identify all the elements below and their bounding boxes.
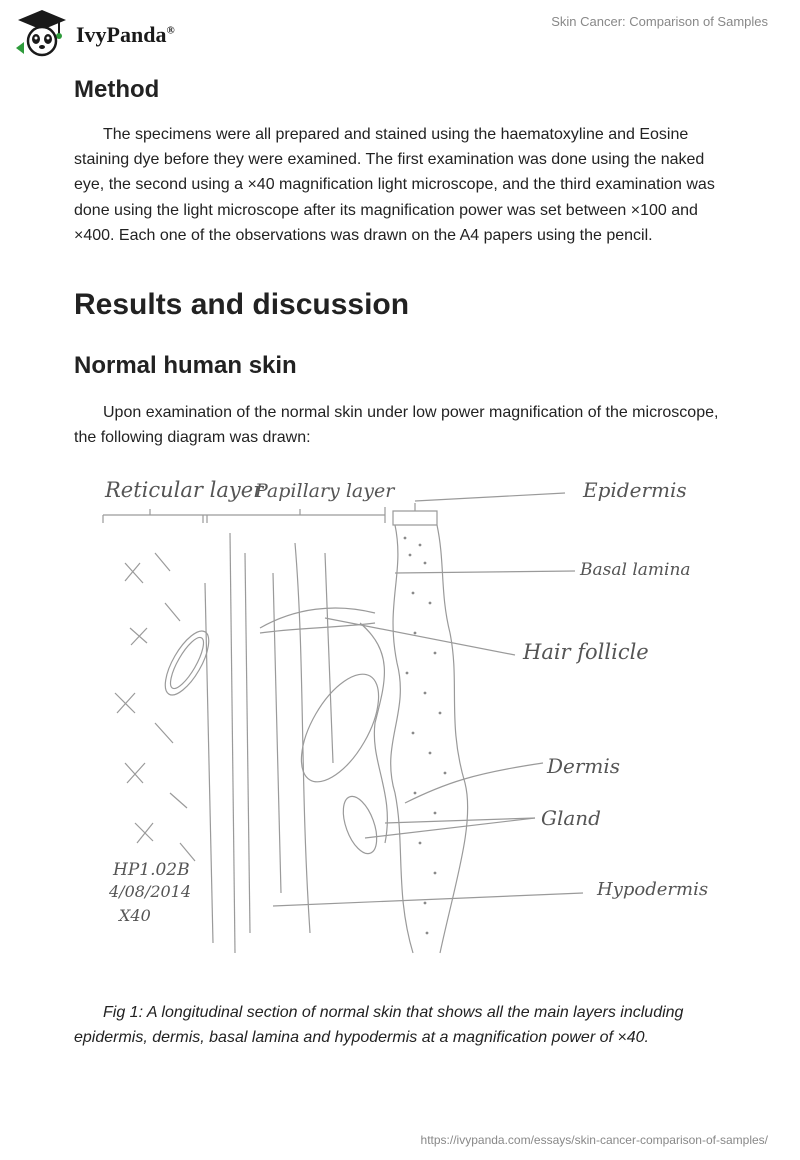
ivypanda-logo[interactable] xyxy=(14,8,184,58)
normal-skin-heading: Normal human skin xyxy=(74,352,297,379)
note-date: 4/08/2014 xyxy=(109,882,192,901)
label-reticular-layer: Reticular layer xyxy=(105,478,264,502)
stipple-dots xyxy=(404,537,447,935)
label-dermis: Dermis xyxy=(547,754,621,778)
page-header xyxy=(0,0,800,70)
method-heading: Method xyxy=(74,76,160,103)
article-body xyxy=(74,72,724,447)
source-url-link[interactable]: https://ivypanda.com/essays/skin-cancer-comparison-of-samples/ xyxy=(420,1133,768,1147)
label-gland: Gland xyxy=(541,806,601,830)
label-papillary-layer: Papillary layer xyxy=(255,480,395,502)
results-heading: Results and discussion xyxy=(74,288,410,321)
label-basal-lamina: Basal lamina xyxy=(580,560,691,580)
skin-section-drawing xyxy=(95,463,709,963)
note-magnification: X40 xyxy=(119,906,151,925)
method-paragraph: The specimens were all prepared and stained using the haematoxyline and Eosine staining dye before they were examined. The first examination was done using the naked eye, the second using a ×40 magnification light microscope, and the third examination was done using the light microscope after its magnification power was set between ×100 and ×400. Each one of the observations was drawn on the A4 papers using the pencil. xyxy=(74,126,715,244)
panda-graduate-icon xyxy=(14,8,70,58)
label-epidermis: Epidermis xyxy=(583,478,687,502)
document-title: Skin Cancer: Comparison of Samples xyxy=(551,14,768,29)
logo-text: IvyPanda® xyxy=(76,22,175,47)
note-sample-id: HP1.02B xyxy=(113,860,190,880)
normal-skin-paragraph: Upon examination of the normal skin under low power magnification of the microscope, the following diagram was drawn: xyxy=(74,404,719,447)
figure-caption: Fig 1: A longitudinal section of normal skin that shows all the main layers including epidermis, dermis, basal lamina and hypodermis at a magnification power of ×40. xyxy=(74,1004,684,1046)
label-hair-follicle: Hair follicle xyxy=(523,640,649,664)
label-hypodermis: Hypodermis xyxy=(597,879,709,900)
